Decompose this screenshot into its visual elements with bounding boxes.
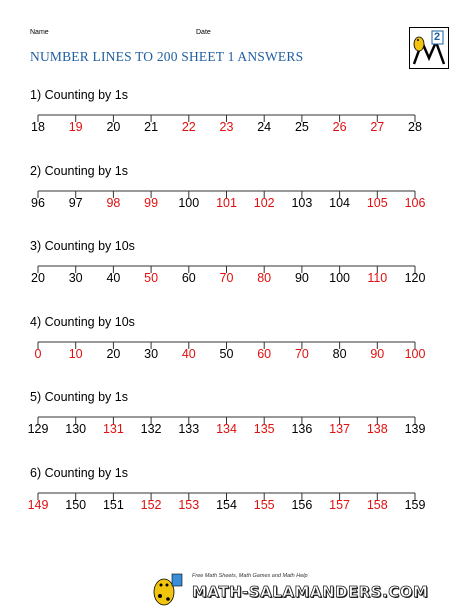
given-number: 18 bbox=[31, 120, 45, 134]
answer-number: 90 bbox=[370, 347, 385, 361]
answer-number: 152 bbox=[140, 498, 162, 512]
given-number: 25 bbox=[294, 120, 309, 134]
given-number: 154 bbox=[216, 498, 237, 512]
answer-number: 40 bbox=[181, 347, 196, 361]
problem-title: 4) Counting by 10s bbox=[30, 315, 135, 329]
given-number: 30 bbox=[144, 347, 159, 361]
answer-number: 101 bbox=[216, 196, 237, 210]
given-number: 24 bbox=[257, 120, 272, 134]
answer-number: 153 bbox=[178, 498, 200, 512]
answer-number: 110 bbox=[367, 271, 388, 285]
problem-3 bbox=[0, 239, 474, 309]
date-label: Date bbox=[196, 29, 211, 36]
answer-number: 137 bbox=[329, 422, 351, 436]
answer-number: 102 bbox=[253, 196, 275, 210]
given-number: 97 bbox=[68, 196, 83, 210]
given-number: 90 bbox=[294, 271, 309, 285]
answer-number: 50 bbox=[144, 271, 159, 285]
given-number: 20 bbox=[106, 347, 121, 361]
number-line bbox=[0, 114, 474, 124]
answer-number: 10 bbox=[68, 347, 83, 361]
answer-number: 106 bbox=[404, 196, 426, 210]
logo-badge: 2 bbox=[434, 31, 441, 43]
problem-2 bbox=[0, 164, 474, 234]
answer-number: 134 bbox=[216, 422, 237, 436]
problem-6 bbox=[0, 466, 474, 536]
given-number: 129 bbox=[27, 422, 49, 436]
salamander-logo-icon bbox=[409, 27, 449, 69]
given-number: 104 bbox=[329, 196, 351, 210]
name-label: Name bbox=[30, 29, 49, 36]
given-number: 136 bbox=[291, 422, 313, 436]
given-number: 120 bbox=[404, 271, 426, 285]
footer-tagline: Free Math Sheets, Math Games and Math Help bbox=[192, 573, 308, 579]
answer-number: 100 bbox=[404, 347, 426, 361]
problem-title: 2) Counting by 1s bbox=[30, 164, 128, 178]
problem-5 bbox=[0, 390, 474, 460]
answer-number: 157 bbox=[329, 498, 351, 512]
answer-number: 138 bbox=[366, 422, 388, 436]
answer-number: 155 bbox=[253, 498, 275, 512]
footer-site-name: MATH-SALAMANDERS.COM bbox=[192, 583, 429, 601]
given-number: 156 bbox=[291, 498, 313, 512]
given-number: 80 bbox=[332, 347, 347, 361]
answer-number: 131 bbox=[102, 422, 124, 436]
salamander-mascot-icon bbox=[150, 570, 186, 610]
answer-number: 60 bbox=[257, 347, 272, 361]
answer-number: 105 bbox=[366, 196, 388, 210]
answer-number: 99 bbox=[144, 196, 159, 210]
problem-title: 5) Counting by 1s bbox=[30, 390, 128, 404]
answer-number: 70 bbox=[294, 347, 309, 361]
given-number: 139 bbox=[404, 422, 426, 436]
given-number: 30 bbox=[68, 271, 83, 285]
given-number: 151 bbox=[102, 498, 124, 512]
problem-1 bbox=[0, 88, 474, 158]
answer-number: 0 bbox=[34, 347, 42, 361]
page-title: NUMBER LINES TO 200 SHEET 1 ANSWERS bbox=[30, 49, 304, 64]
answer-number: 23 bbox=[219, 120, 234, 134]
given-number: 103 bbox=[291, 196, 313, 210]
answer-number: 26 bbox=[332, 120, 347, 134]
answer-number: 135 bbox=[253, 422, 275, 436]
answer-number: 98 bbox=[106, 196, 121, 210]
given-number: 132 bbox=[140, 422, 162, 436]
given-number: 150 bbox=[65, 498, 87, 512]
problem-title: 3) Counting by 10s bbox=[30, 239, 135, 253]
number-line bbox=[0, 492, 474, 502]
given-number: 130 bbox=[65, 422, 87, 436]
given-number: 50 bbox=[219, 347, 234, 361]
given-number: 133 bbox=[178, 422, 200, 436]
answer-number: 80 bbox=[257, 271, 272, 285]
given-number: 28 bbox=[408, 120, 422, 134]
given-number: 20 bbox=[31, 271, 45, 285]
number-line bbox=[0, 416, 474, 426]
answer-number: 19 bbox=[68, 120, 83, 134]
answer-number: 70 bbox=[219, 271, 234, 285]
number-line bbox=[0, 190, 474, 200]
problem-title: 1) Counting by 1s bbox=[30, 88, 128, 102]
answer-number: 22 bbox=[181, 120, 196, 134]
problem-title: 6) Counting by 1s bbox=[30, 466, 128, 480]
given-number: 96 bbox=[31, 196, 45, 210]
given-number: 40 bbox=[106, 271, 121, 285]
number-line bbox=[0, 265, 474, 275]
given-number: 21 bbox=[144, 120, 159, 134]
given-number: 60 bbox=[181, 271, 196, 285]
number-line bbox=[0, 341, 474, 351]
answer-number: 27 bbox=[370, 120, 385, 134]
problem-4 bbox=[0, 315, 474, 385]
given-number: 100 bbox=[329, 271, 351, 285]
given-number: 100 bbox=[178, 196, 200, 210]
answer-number: 158 bbox=[366, 498, 388, 512]
given-number: 159 bbox=[404, 498, 426, 512]
answer-number: 149 bbox=[27, 498, 49, 512]
given-number: 20 bbox=[106, 120, 121, 134]
